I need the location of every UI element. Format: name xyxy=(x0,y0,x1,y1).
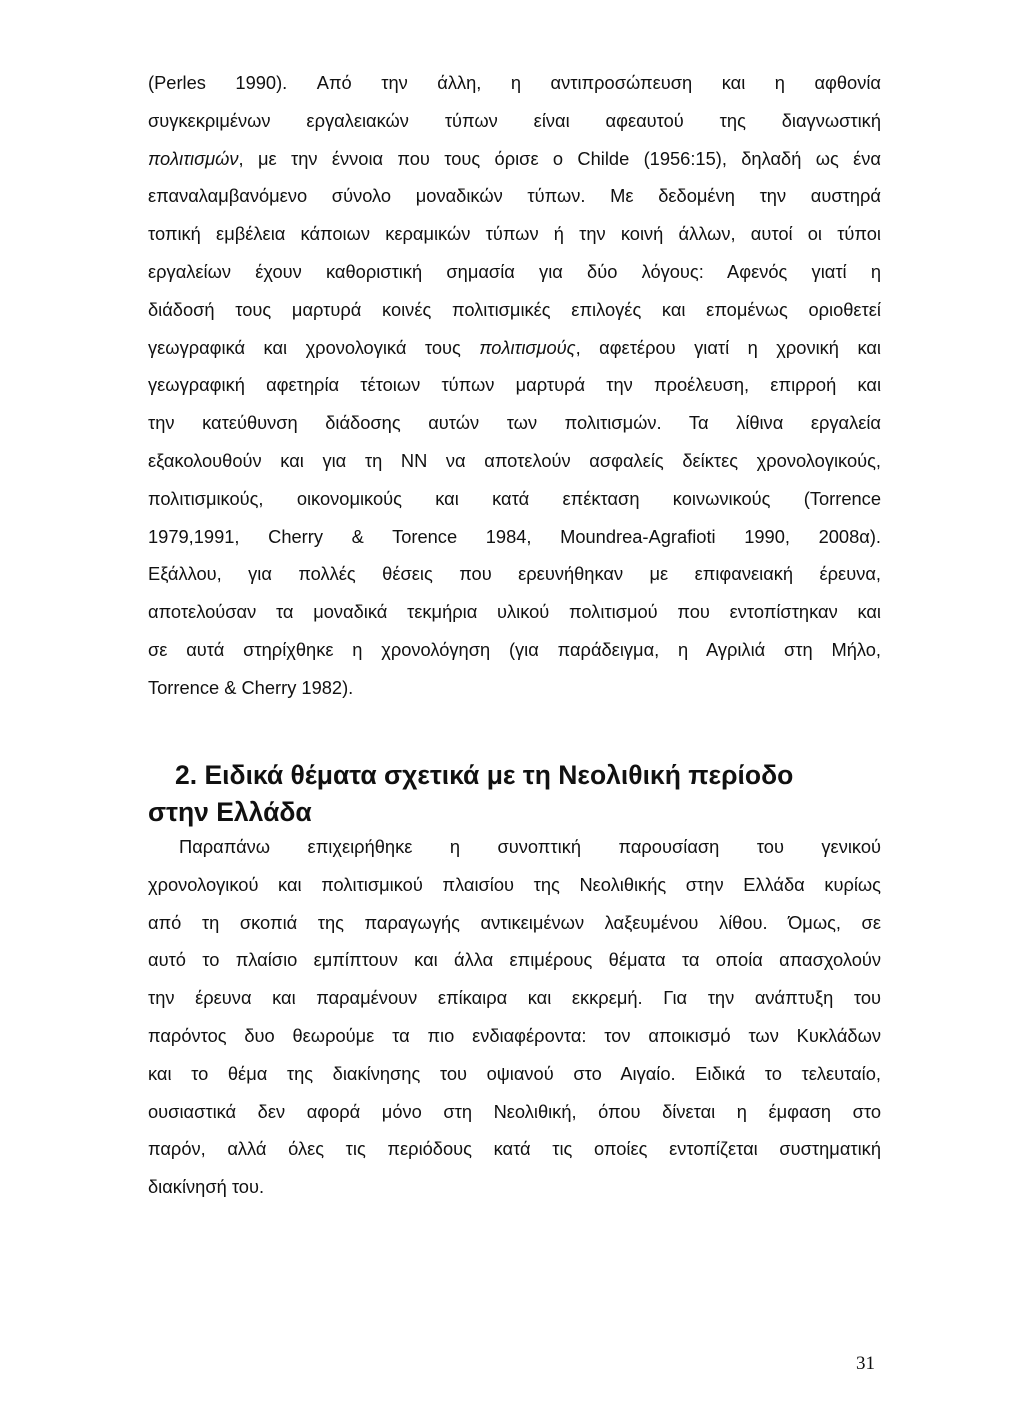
heading-line-1: 2. Ειδικά θέματα σχετικά με τη Νεολιθική περίοδο xyxy=(175,760,794,790)
line-text: γεωγραφικά και χρονολογικά τους xyxy=(148,336,480,358)
paragraph-line: εργαλείων έχουν καθοριστική σημασία για δύο λόγους: Αφενός γιατί η xyxy=(148,260,881,282)
paragraph-line: (Perles 1990). Από την άλλη, η αντιπροσώπευση και η αφθονία xyxy=(148,72,881,93)
paragraph-line: την έρευνα και παραμένουν επίκαιρα και εκκρεμή. Για την ανάπτυξη του xyxy=(148,987,881,1009)
paragraph-line: την κατεύθυνση διάδοσης αυτών των πολιτισμών. Τα λίθινα εργαλεία xyxy=(148,412,881,434)
italic-term: πολιτισμούς xyxy=(479,336,576,358)
paragraph-line: 1979,1991, Cherry & Torence 1984, Moundrea-Agrafioti 1990, 2008α). xyxy=(148,525,881,547)
paragraph-line: πολιτισμικούς, οικονομικούς και κατά επέκταση κοινωνικούς (Torrence xyxy=(148,487,881,509)
paragraph-line: από τη σκοπιά της παραγωγής αντικειμένων λαξευμένου λίθου. Όμως, σε xyxy=(148,911,881,933)
paragraph-line: παρόντος δυο θεωρούμε τα πιο ενδιαφέροντα: τον αποικισμό των Κυκλάδων xyxy=(148,1024,881,1046)
paragraph-line: χρονολογικού και πολιτισμικού πλαισίου της Νεολιθικής στην Ελλάδα κυρίως xyxy=(148,873,881,895)
paragraph-line: παρόν, αλλά όλες τις περιόδους κατά τις οποίες εντοπίζεται συστηματική xyxy=(148,1138,881,1160)
paragraph-line xyxy=(148,329,881,367)
paragraph-line: αποτελούσαν τα μοναδικά τεκμήρια υλικού πολιτισμού που εντοπίστηκαν και xyxy=(148,601,881,623)
paragraph-line: Εξάλλου, για πολλές θέσεις που ερευνήθηκαν με επιφανειακή έρευνα, xyxy=(148,563,881,585)
paragraph-line: γεωγραφική αφετηρία τέτοιων τύπων μαρτυρά την προέλευση, επιρροή και xyxy=(148,374,881,396)
paragraph-line: Παραπάνω επιχειρήθηκε η συνοπτική παρουσίαση του γενικού xyxy=(179,836,881,857)
line-text: , με την έννοια που τους όρισε ο Childe (1956:15), δηλαδή ως ένα xyxy=(238,147,881,169)
section-heading xyxy=(148,757,881,831)
paragraph-line: διάδοσή τους μαρτυρά κοινές πολιτισμικές επιλογές και επομένως οριοθετεί xyxy=(148,298,881,320)
body-paragraph-1 xyxy=(148,64,881,707)
paragraph-line: συγκεκριμένων εργαλειακών τύπων είναι αφεαυτού της διαγνωστική xyxy=(148,109,881,131)
paragraph-line: εξακολουθούν και για τη ΝΝ να αποτελούν ασφαλείς δείκτες χρονολογικούς, xyxy=(148,449,881,471)
paragraph-line: διακίνησή του. xyxy=(148,1176,265,1198)
paragraph-line: σε αυτά στηρίχθηκε η χρονολόγηση (για παράδειγμα, η Αγριλιά στη Μήλο, xyxy=(148,638,881,660)
paragraph-line: Torrence & Cherry 1982). xyxy=(148,676,354,698)
paragraph-line: επαναλαμβανόμενο σύνολο μοναδικών τύπων. Με δεδομένη την αυστηρά xyxy=(148,185,881,207)
line-text: , αφετέρου γιατί η χρονική και xyxy=(575,336,881,358)
heading-line-2: στην Ελλάδα xyxy=(148,797,312,827)
paragraph-line xyxy=(148,140,881,178)
italic-term: πολιτισμών xyxy=(148,147,239,169)
page-number: 31 xyxy=(856,1353,875,1374)
body-paragraph-2 xyxy=(148,828,881,1206)
paragraph-line: και το θέμα της διακίνησης του οψιανού στο Αιγαίο. Ειδικά το τελευταίο, xyxy=(148,1062,881,1084)
paragraph-line: ουσιαστικά δεν αφορά μόνο στη Νεολιθική, όπου δίνεται η έμφαση στο xyxy=(148,1100,881,1122)
paragraph-line: τοπική εμβέλεια κάποιων κεραμικών τύπων ή την κοινή άλλων, αυτοί οι τύποι xyxy=(148,223,881,245)
paragraph-line: αυτό το πλαίσιο εμπίπτουν και άλλα επιμέρους θέματα τα οποία απασχολούν xyxy=(148,949,881,971)
